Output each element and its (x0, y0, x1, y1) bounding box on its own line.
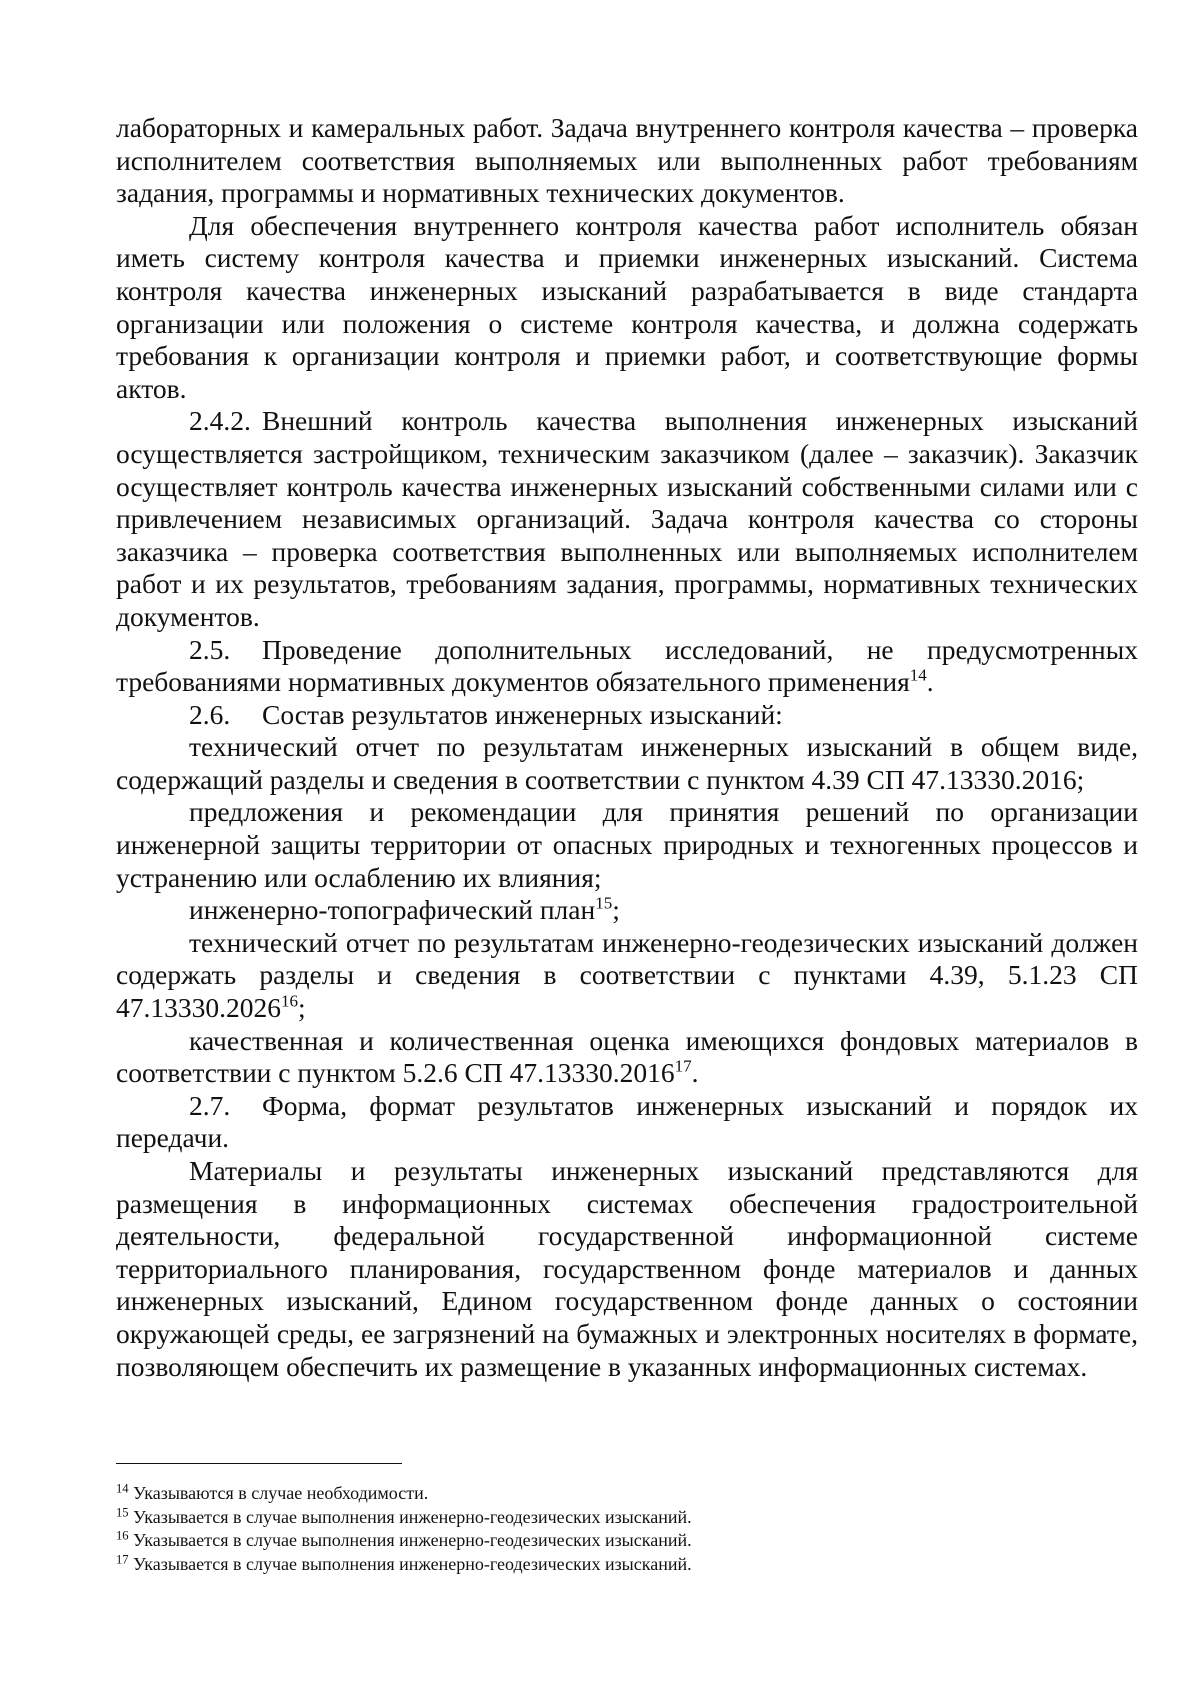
paragraph-text: инженерно-топографический план (189, 894, 596, 926)
paragraph-text: лабораторных и камеральных работ. Задача внутреннего контроля качества – проверка исполнителем соответствия выполняемых или выполненных работ требованиям задания, программы и нормативных технических документов. (116, 112, 1138, 209)
paragraph-text: Проведение дополнительных исследований, не предусмотренных требованиями нормативных документов обязательного применения (116, 633, 1138, 698)
footnote-number: 17 (116, 1552, 129, 1567)
footnote-text: Указываются в случае необходимости. (128, 1483, 429, 1503)
paragraph-tail: . (926, 666, 934, 698)
footnote-number: 14 (116, 1481, 129, 1496)
paragraph-tail: ; (612, 894, 620, 926)
document-body (116, 112, 1138, 1383)
list-item-geodetic-report (116, 927, 1138, 1025)
paragraph-text: Внешний контроль качества выполнения инженерных изысканий осуществляется застройщиком, техническим заказчиком (далее – заказчик). Заказчик осуществляет контроль качества инженерных изысканий собственными силами или с привлечением независимых организаций. Задача контроля качества со стороны заказчика – проверка соответствия выполненных или выполняемых исполнителем работ и их результатов, требованиям задания, программы, нормативных технических документов. (116, 405, 1138, 632)
paragraph-text: предложения и рекомендации для принятия решений по организации инженерной защиты территории от опасных природных и техногенных процессов и устранению или ослаблению их влияния; (116, 796, 1138, 893)
section-number: 2.7. (189, 1089, 231, 1121)
paragraph-text: качественная и количественная оценка имеющихся фондовых материалов в соответствии с пунктом 5.2.6 СП 47.13330.2016 (116, 1024, 1138, 1089)
footnote-15 (116, 1506, 1138, 1530)
paragraph-tail: ; (298, 992, 306, 1024)
footnote-number: 16 (116, 1528, 129, 1543)
footnote-ref-16: 16 (281, 991, 299, 1011)
list-item-technical-report (116, 731, 1138, 796)
footnote-text: Указывается в случае выполнения инженерно-геодезических изысканий. (128, 1553, 692, 1574)
list-item-proposals (116, 796, 1138, 894)
footnote-text: Указывается в случае выполнения инженерно-геодезических изысканий. (128, 1506, 692, 1527)
paragraph-2-6 (116, 699, 1138, 732)
footnote-17 (116, 1553, 1138, 1577)
paragraph-text: Для обеспечения внутреннего контроля качества работ исполнитель обязан иметь систему контроля качества и приемки инженерных изысканий. Система контроля качества инженерных изысканий разрабатывается в виде стандарта организации или положения о системе контроля качества, и должна содержать требования к организации контроля и приемки работ, и соответствующие формы актов. (116, 209, 1138, 404)
section-number: 2.6. (189, 698, 231, 730)
paragraph-2-4-2 (116, 405, 1138, 633)
footnote-divider (116, 1463, 402, 1464)
paragraph-materials (116, 1155, 1138, 1383)
paragraph-text: Форма, формат результатов инженерных изысканий и порядок их передачи. (116, 1089, 1138, 1154)
footnote-text: Указывается в случае выполнения инженерно-геодезических изысканий. (128, 1530, 692, 1550)
list-item-assessment (116, 1025, 1138, 1090)
footnotes (116, 1463, 1138, 1576)
section-number: 2.5. (189, 633, 231, 665)
paragraph-internal-control (116, 210, 1138, 406)
paragraph-text: Материалы и результаты инженерных изысканий представляются для размещения в информационных системах обеспечения градостроительной деятельности, федеральной государственной информационной системе территориального планирования, государственном фонде материалов и данных инженерных изысканий, Едином государственном фонде данных о состоянии окружающей среды, ее загрязнений на бумажных и электронных носителях в формате, позволяющем обеспечить их размещение в указанных информационных системах. (116, 1155, 1138, 1382)
paragraph-2-5 (116, 634, 1138, 699)
paragraph-text: технический отчет по результатам инженерных изысканий в общем виде, содержащий разделы и сведения в соответствии с пунктом 4.39 СП 47.13330.2016; (116, 731, 1138, 795)
footnote-ref-17: 17 (674, 1056, 692, 1076)
paragraph-text: технический отчет по результатам инженерно-геодезических изысканий должен содержать разделы и сведения в соответствии с пунктами 4.39, 5.1.23 СП 47.13330.2026 (116, 926, 1138, 1024)
section-number: 2.4.2. (189, 405, 251, 437)
footnote-ref-14: 14 (909, 665, 927, 685)
list-item-topographic-plan (116, 894, 1138, 927)
paragraph-text: Состав результатов инженерных изысканий: (262, 698, 783, 730)
footnote-number: 15 (116, 1505, 129, 1520)
paragraph-tail: . (691, 1057, 699, 1089)
footnote-16 (116, 1529, 1138, 1553)
paragraph-continuation (116, 112, 1138, 210)
paragraph-2-7 (116, 1090, 1138, 1155)
footnote-14 (116, 1482, 1138, 1506)
footnote-ref-15: 15 (595, 893, 613, 913)
